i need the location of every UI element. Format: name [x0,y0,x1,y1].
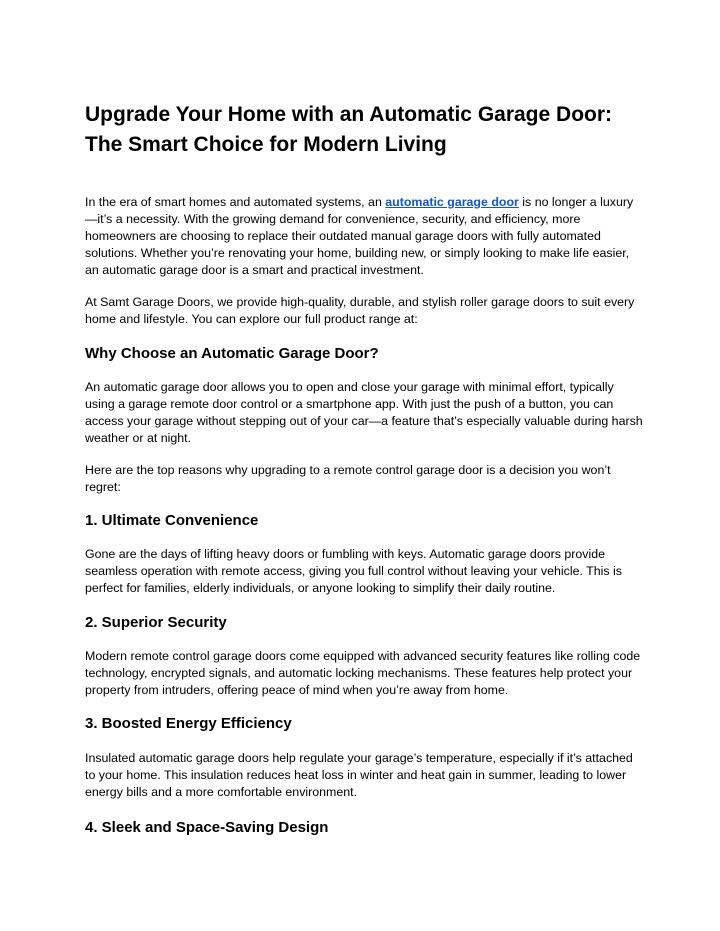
intro-text-after: is no longer a luxury—it’s a necessity. With the growing demand for convenience, security, and efficiency, more homeowners are choosing to replace their outdated manual garage doors with fully automated solutions. Whether you’re renovating your home, building new, or simply looking to make life easier, an automatic garage door is a smart and practical investment. [85,195,634,277]
section-heading-convenience: 1. Ultimate Convenience [85,512,259,529]
page-title: Upgrade Your Home with an Automatic Garage Door: The Smart Choice for Modern Living [85,103,613,156]
section-heading-security: 2. Superior Security [85,614,227,631]
section-heading-energy: 3. Boosted Energy Efficiency [85,715,292,732]
section-body-energy: Insulated automatic garage doors help regulate your garage’s temperature, especially if it’s attached to your home. This insulation reduces heat loss in winter and heat gain in summer, leading to lower energy bills and a more comfortable environment. [85,751,633,799]
automatic-garage-door-link[interactable]: automatic garage door [385,195,519,209]
why-paragraph-2: Here are the top reasons why upgrading to a remote control garage door is a decision you won’t regret: [85,463,611,494]
why-paragraph-1: An automatic garage door allows you to open and close your garage with minimal effort, typically using a garage remote door control or a smartphone app. With just the push of a button, you can access your garage without stepping out of your car—a feature that’s especially valuable during harsh weather or at night. [85,380,643,445]
intro-text-before: In the era of smart homes and automated systems, an [85,195,386,209]
section-body-convenience: Gone are the days of lifting heavy doors or fumbling with keys. Automatic garage doors provide seamless operation with remote access, giving you full control without leaving your vehicle. This is perfect for families, elderly individuals, or anyone looking to simplify their daily routine. [85,547,622,595]
intro-paragraph [85,194,645,279]
section-heading-design: 4. Sleek and Space-Saving Design [85,819,329,836]
section-body-security: Modern remote control garage doors come equipped with advanced security features like rolling code technology, encrypted signals, and automatic locking mechanisms. These features help protect your property from intruders, offering peace of mind when you’re away from home. [85,649,641,697]
samt-paragraph: At Samt Garage Doors, we provide high-quality, durable, and stylish roller garage doors to suit every home and lifestyle. You can explore our full product range at: [85,295,635,326]
why-heading: Why Choose an Automatic Garage Door? [85,345,379,362]
